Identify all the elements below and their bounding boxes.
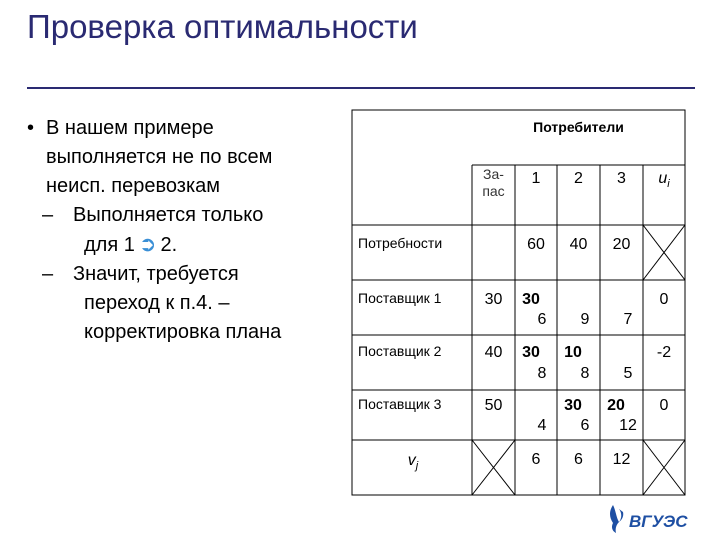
supplier-1-stock: 30 xyxy=(484,291,503,308)
supplier-2-cost-2: 8 xyxy=(580,365,590,382)
bullet-dot-icon: • xyxy=(27,117,35,139)
logo-text: ВГУЭС xyxy=(629,512,688,531)
stock-header-line1: За- xyxy=(483,166,504,182)
need-2: 40 xyxy=(569,236,588,253)
supplier-1-label: Поставщик 1 xyxy=(358,290,442,306)
consumer-2: 2 xyxy=(574,170,583,187)
sub-bullet-1-text-a: для 1 xyxy=(84,234,135,256)
bullet-main-line1: В нашем примере xyxy=(46,117,214,139)
supplier-3-u: 0 xyxy=(659,397,669,414)
need-3: 20 xyxy=(612,236,631,253)
consumer-1: 1 xyxy=(531,170,541,187)
stock-header xyxy=(472,166,515,200)
consumers-header: Потребители xyxy=(533,119,624,135)
sub-bullet-2-line1: Значит, требуется xyxy=(73,263,239,285)
v-letter: v xyxy=(407,452,416,469)
supplier-2-cost-3: 5 xyxy=(623,365,633,382)
sub-bullet-2-line2: переход к п.4. – xyxy=(84,292,230,314)
supplier-1-cost-2: 9 xyxy=(580,311,590,328)
supplier-2-u: -2 xyxy=(656,344,672,361)
supplier-3-stock: 50 xyxy=(484,397,503,414)
supplier-1-alloc-1: 30 xyxy=(522,291,540,308)
slide-title: Проверка оптимальности xyxy=(27,8,418,45)
bullet-main-line2: выполняется не по всем xyxy=(46,146,273,168)
supplier-2-stock: 40 xyxy=(484,344,503,361)
supplier-2-alloc-1: 30 xyxy=(522,344,540,361)
v-label xyxy=(395,452,431,475)
supplier-1-cost-3: 7 xyxy=(623,311,633,328)
bullet-main-line3: неисп. перевозкам xyxy=(46,175,221,197)
need-1: 60 xyxy=(527,236,545,253)
supplier-3-cost-3: 12 xyxy=(619,417,637,434)
v-1: 6 xyxy=(531,451,541,468)
supplier-2-cost-1: 8 xyxy=(537,365,547,382)
supplier-2-alloc-2: 10 xyxy=(564,344,582,361)
sub-bullet-2-line3: корректировка плана xyxy=(84,321,282,343)
supplier-3-alloc-2: 30 xyxy=(564,397,582,414)
u-header xyxy=(643,170,685,193)
supplier-3-cost-2: 6 xyxy=(580,417,590,434)
arrow-right-icon: ➲ xyxy=(138,233,157,256)
stock-header-line2: пас xyxy=(482,183,505,199)
v-subscript: j xyxy=(415,460,419,473)
sub-bullet-1-text-b: 2. xyxy=(160,234,178,256)
u-subscript: i xyxy=(667,178,670,191)
supplier-2-label: Поставщик 2 xyxy=(358,343,442,359)
v-3: 12 xyxy=(612,451,631,468)
supplier-1-cost-1: 6 xyxy=(537,311,547,328)
needs-label: Потребности xyxy=(358,235,443,251)
consumer-3: 3 xyxy=(617,170,626,187)
supplier-1-u: 0 xyxy=(659,291,669,308)
dash-icon: – xyxy=(42,204,54,226)
v-2: 6 xyxy=(574,451,583,468)
supplier-3-label: Поставщик 3 xyxy=(358,396,442,412)
university-logo xyxy=(607,503,692,535)
u-letter: u xyxy=(658,170,668,187)
dash-icon: – xyxy=(42,263,54,285)
supplier-3-cost-1: 4 xyxy=(537,417,547,434)
sub-bullet-1-line1: Выполняется только xyxy=(73,204,264,226)
supplier-3-alloc-3: 20 xyxy=(607,397,625,414)
